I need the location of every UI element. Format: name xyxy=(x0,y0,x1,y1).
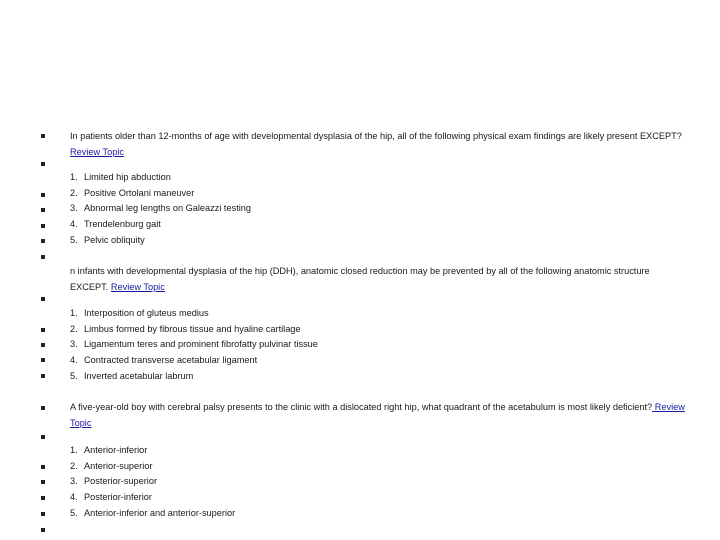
bullet xyxy=(41,328,45,332)
bullet xyxy=(41,224,45,228)
bullet xyxy=(41,343,45,347)
bullet xyxy=(41,255,45,259)
option-item: 3. Ligamentum teres and prominent fibrofatty pulvinar tissue xyxy=(70,339,318,350)
option-text: Limbus formed by fibrous tissue and hyaline cartilage xyxy=(84,323,301,334)
question-2 xyxy=(70,264,690,295)
option-item: 4. Trendelenburg gait xyxy=(70,219,161,230)
bullet xyxy=(41,193,45,197)
option-text: Inverted acetabular labrum xyxy=(84,370,194,381)
bullet xyxy=(41,406,45,410)
question-3 xyxy=(70,400,690,431)
option-item: 5. Pelvic obliquity xyxy=(70,234,145,245)
option-item: 5. Anterior-inferior and anterior-superior xyxy=(70,507,236,518)
bullet xyxy=(41,162,45,166)
bullet xyxy=(41,208,45,212)
bullet xyxy=(41,496,45,500)
option-text: Pelvic obliquity xyxy=(84,234,145,245)
question-2-options xyxy=(70,306,318,384)
option-text: Trendelenburg gait xyxy=(84,219,161,230)
option-text: Anterior-inferior and anterior-superior xyxy=(84,507,236,518)
option-text: Ligamentum teres and prominent fibrofatty pulvinar tissue xyxy=(84,339,318,350)
question-3-options xyxy=(70,443,235,521)
option-text: Interposition of gluteus medius xyxy=(84,308,209,318)
option-item: 2. Positive Ortolani maneuver xyxy=(70,187,195,198)
bullet xyxy=(41,134,45,138)
option-item: 3. Abnormal leg lengths on Galeazzi testing xyxy=(70,203,252,214)
option-item: 3. Posterior-superior xyxy=(70,476,158,487)
bullet xyxy=(41,435,45,439)
option-item: 2. Anterior-superior xyxy=(70,460,153,471)
bullet xyxy=(41,480,45,484)
bullet xyxy=(41,374,45,378)
question-1-options xyxy=(70,170,251,248)
option-text: Positive Ortolani maneuver xyxy=(84,187,195,198)
option-text: Anterior-superior xyxy=(84,460,153,471)
option-item: 1. Interposition of gluteus medius xyxy=(70,308,209,318)
bullet xyxy=(41,297,45,301)
option-text: Limited hip abduction xyxy=(84,172,171,182)
review-topic-link[interactable]: Review Topic xyxy=(70,146,124,157)
option-item: 5. Inverted acetabular labrum xyxy=(70,370,194,381)
option-item: 4. Contracted transverse acetabular ligament xyxy=(70,355,258,366)
question-1 xyxy=(70,129,690,160)
bullet xyxy=(41,528,45,532)
bullet xyxy=(41,239,45,243)
option-text: Anterior-inferior xyxy=(84,445,148,455)
question-text: n infants with developmental dysplasia of the hip (DDH), anatomic closed reduction may be prevented by all of the following anatomic structure EXCEPT. xyxy=(70,266,650,292)
review-topic-link[interactable]: Review Topic xyxy=(70,402,685,428)
bullet xyxy=(41,465,45,469)
question-text: A five-year-old boy with cerebral palsy presents to the clinic with a dislocated right hip, what quadrant of the acetabulum is most likely deficient? xyxy=(70,402,653,412)
option-text: Contracted transverse acetabular ligament xyxy=(84,355,258,366)
option-text: Posterior-inferior xyxy=(84,492,152,503)
option-item: 4. Posterior-inferior xyxy=(70,492,152,503)
bullet xyxy=(41,512,45,516)
option-item: 2. Limbus formed by fibrous tissue and hyaline cartilage xyxy=(70,323,301,334)
option-item: 1. Limited hip abduction xyxy=(70,172,171,182)
question-text: In patients older than 12-months of age with developmental dysplasia of the hip, all of the following physical exam findings are likely present EXCEPT? xyxy=(70,131,682,141)
review-topic-link[interactable]: Review Topic xyxy=(110,281,165,292)
option-item: 1. Anterior-inferior xyxy=(70,445,148,455)
bullet xyxy=(41,358,45,362)
option-text: Posterior-superior xyxy=(84,476,158,487)
option-text: Abnormal leg lengths on Galeazzi testing xyxy=(84,203,252,214)
